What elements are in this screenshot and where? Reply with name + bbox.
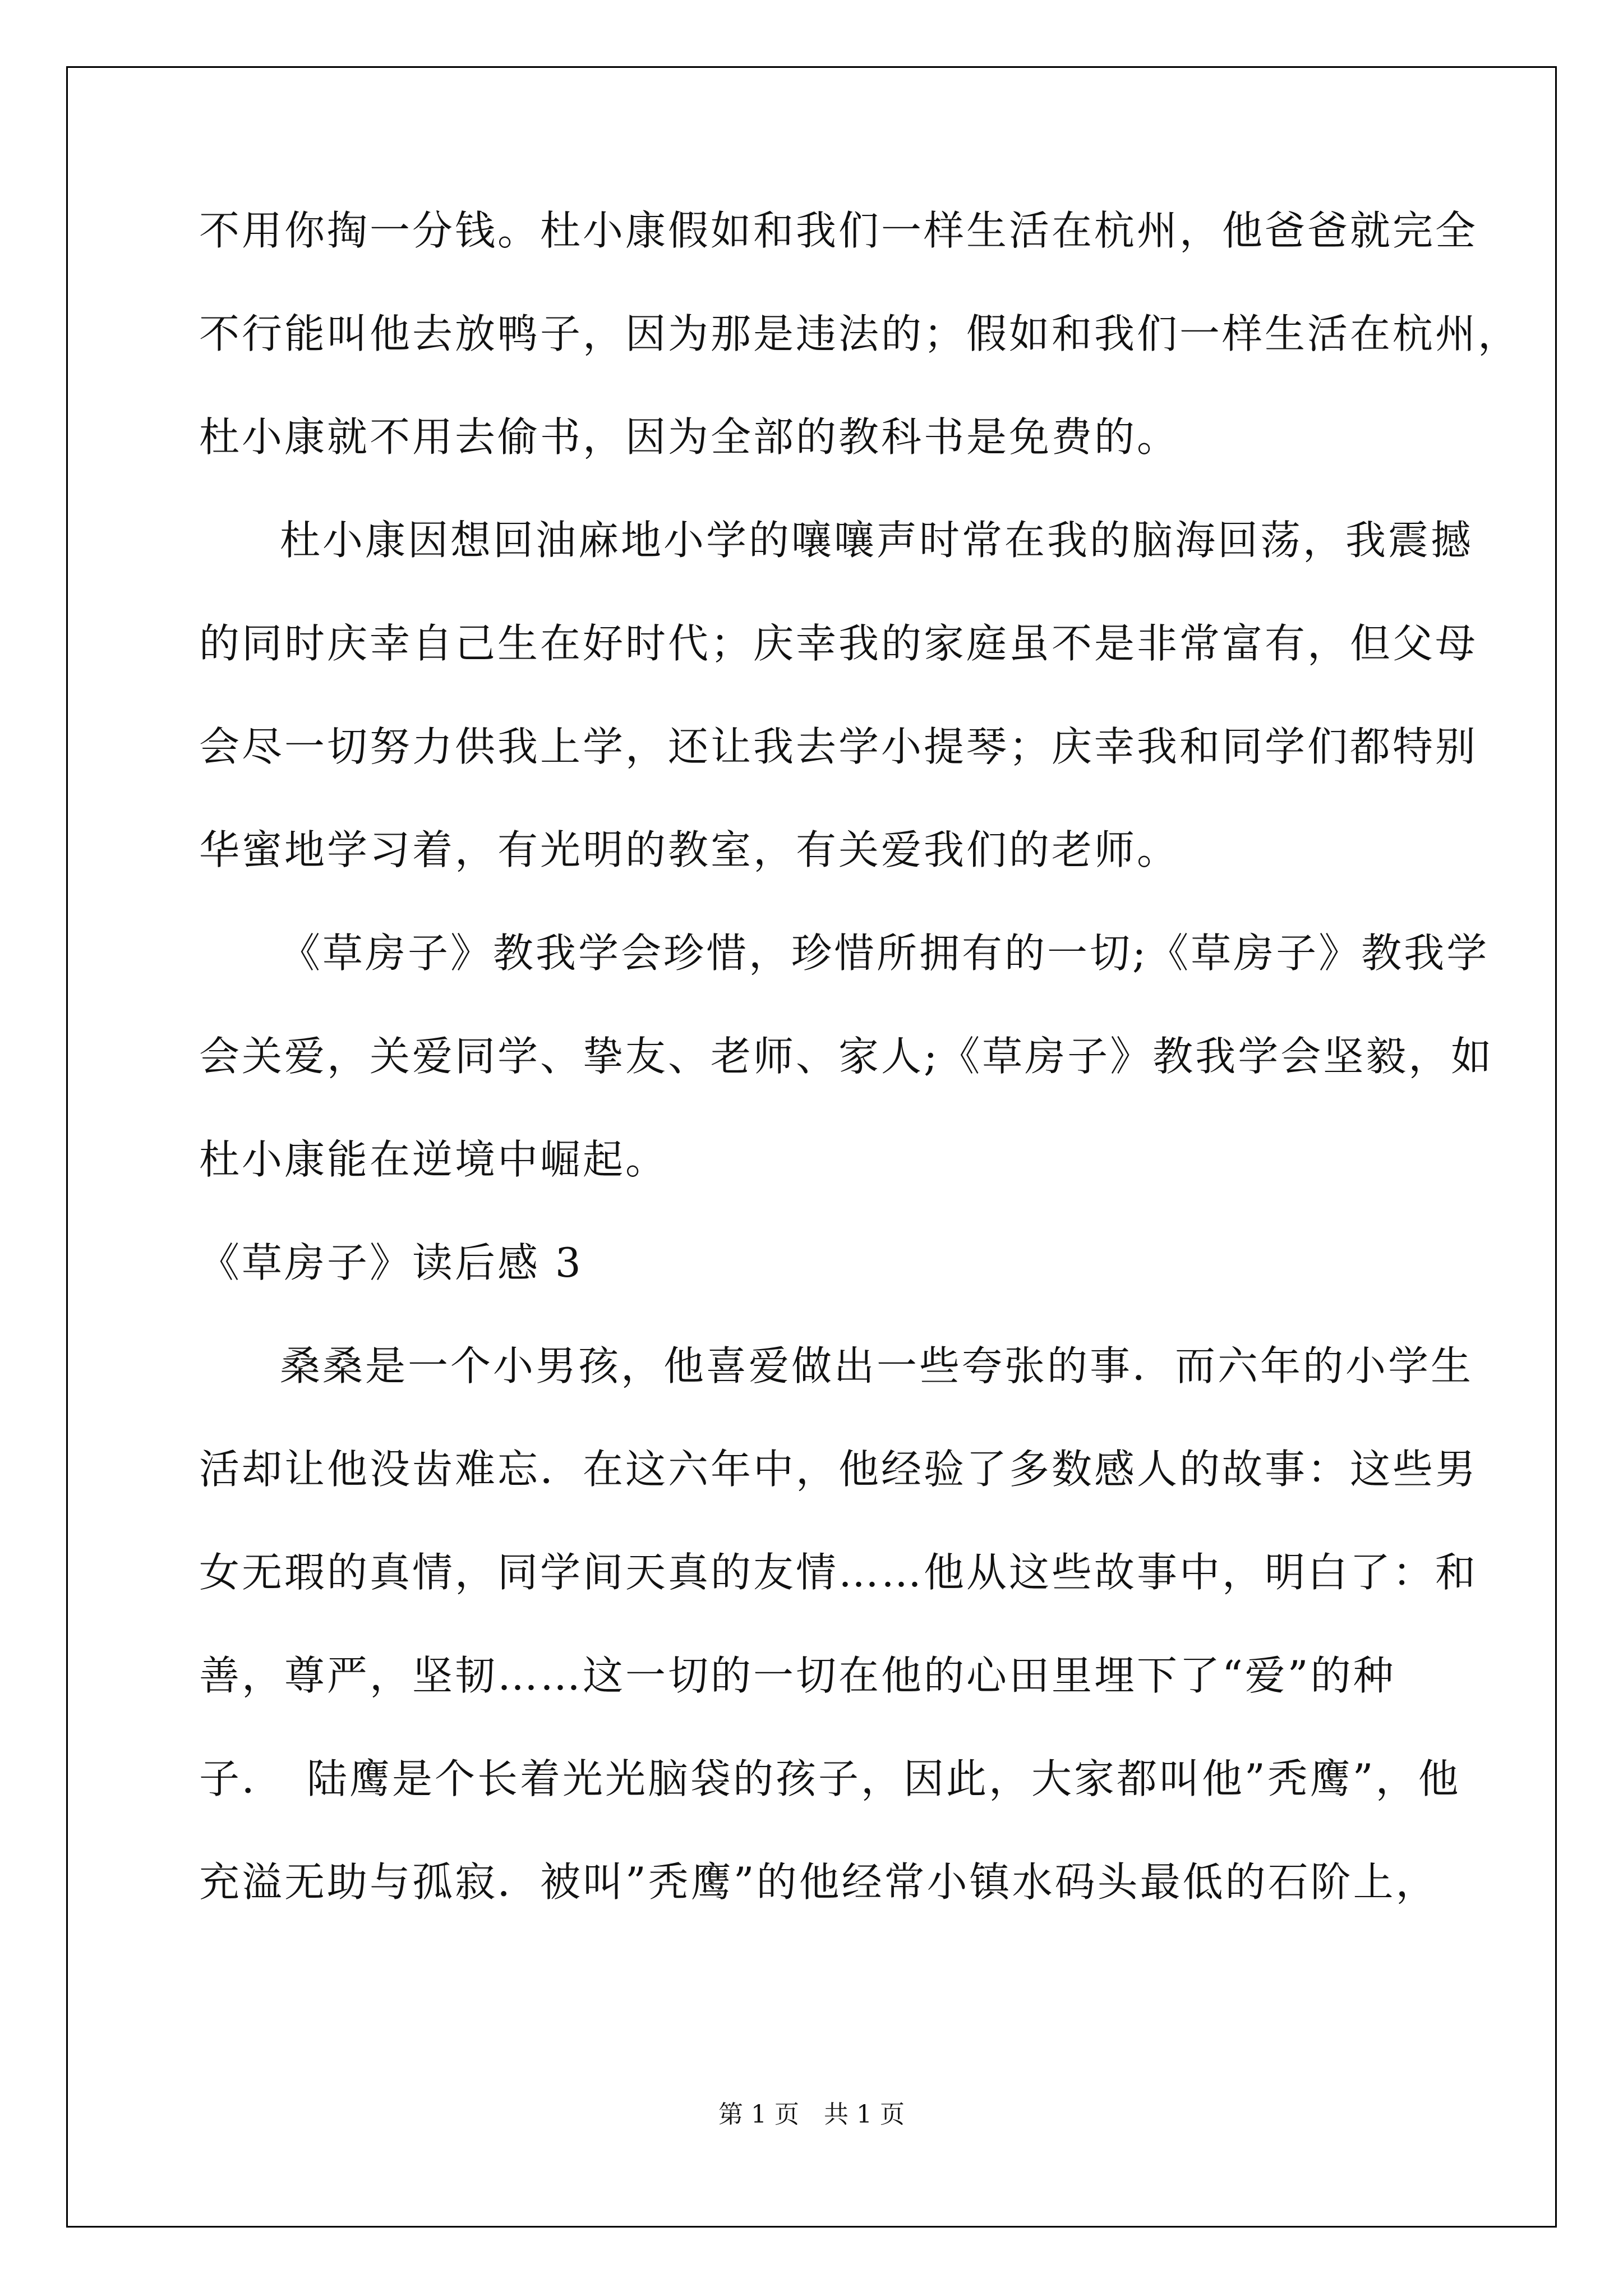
text-line: 的同时庆幸自己生在好时代；庆幸我的家庭虽不是非常富有，但父母 (199, 620, 1478, 667)
text-line: 充溢无助与孤寂．被叫”秃鹰”的他经常小镇水码头最低的石阶上， (199, 1858, 1438, 1906)
text-line: 不行能叫他去放鸭子，因为那是违法的；假如和我们一样生活在杭州， (199, 310, 1521, 357)
text-line: 不用你掏一分钱。杜小康假如和我们一样生活在杭州，他爸爸就完全 (199, 207, 1478, 254)
text-line: 子． 陆鹰是个长着光光脑袋的孩子，因此，大家都叫他”秃鹰”，他 (199, 1755, 1461, 1802)
text-line: 会尽一切努力供我上学，还让我去学小提琴；庆幸我和同学们都特别 (199, 723, 1478, 770)
text-line: 杜小康能在逆境中崛起。 (199, 1136, 668, 1183)
text-line: 活却让他没齿难忘．在这六年中，他经验了多数感人的故事：这些男 (199, 1446, 1478, 1493)
section-heading: 《草房子》读后感 3 (199, 1239, 583, 1286)
text-line: 杜小康就不用去偷书，因为全部的教科书是免费的。 (199, 413, 1180, 461)
paragraph-start-line: 杜小康因想回油麻地小学的嚷嚷声时常在我的脑海回荡，我震撼 (280, 517, 1474, 564)
text-line: 华蜜地学习着，有光明的教室，有关爱我们的老师。 (199, 826, 1180, 873)
text-line: 善，尊严，坚韧……这一切的一切在他的心田里埋下了“爱”的种 (199, 1652, 1396, 1699)
page-number-footer: 第 1 页 共 1 页 (718, 2100, 905, 2129)
paragraph-start-line: 《草房子》教我学会珍惜，珍惜所拥有的一切;《草房子》教我学 (280, 930, 1490, 977)
text-line: 会关爱，关爱同学、挚友、老师、家人;《草房子》教我学会坚毅，如 (199, 1033, 1494, 1080)
text-line: 女无瑕的真情，同学间天真的友情……他从这些故事中，明白了：和 (199, 1549, 1478, 1596)
paragraph-start-line: 桑桑是一个小男孩，他喜爱做出一些夸张的事．而六年的小学生 (280, 1342, 1474, 1389)
document-body (199, 207, 1521, 1965)
